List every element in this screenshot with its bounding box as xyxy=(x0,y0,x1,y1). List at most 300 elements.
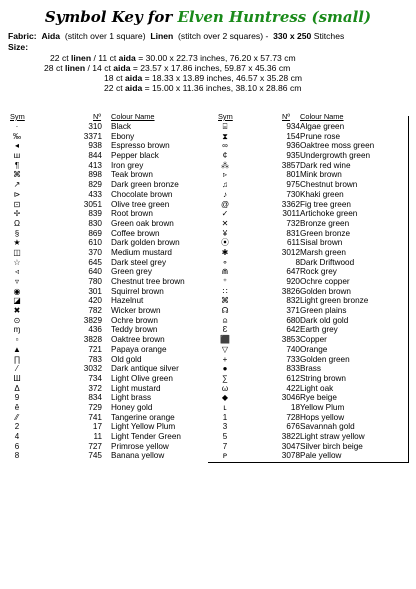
thread-number: 3853 xyxy=(281,335,300,345)
symbol-glyph: ʟ xyxy=(223,402,227,412)
list-item xyxy=(10,345,205,355)
list-item xyxy=(218,374,406,384)
symbol-glyph: ∷ xyxy=(222,286,228,296)
colour-name: Orange xyxy=(300,344,328,354)
symbol-glyph: ◪ xyxy=(13,296,21,306)
thread-number: 301 xyxy=(88,286,102,296)
symbol-glyph: 5 xyxy=(222,432,228,441)
thread-number: 310 xyxy=(88,122,102,131)
colour-name: Honey gold xyxy=(111,402,153,412)
thread-number: 3828 xyxy=(83,335,102,345)
symbol-glyph: ▲ xyxy=(13,344,21,354)
symbol-glyph: 7 xyxy=(222,441,228,451)
thread-number: 612 xyxy=(286,373,300,383)
thread-number: 732 xyxy=(286,218,300,228)
symbol-glyph: ⌘ xyxy=(221,296,229,306)
list-item xyxy=(10,355,205,365)
colour-name: Copper xyxy=(300,335,327,345)
symbol-glyph: ♪ xyxy=(223,189,227,199)
colour-name: Algae green xyxy=(300,122,345,131)
symbol-glyph: ◂ xyxy=(14,141,19,151)
thread-number: 676 xyxy=(286,422,300,432)
symbol-glyph: ᴩ xyxy=(222,451,228,461)
symbol-glyph: 3 xyxy=(222,422,228,432)
symbol-glyph: Ω xyxy=(14,218,20,228)
symbol-glyph: ✕ xyxy=(221,218,229,228)
symbol-glyph: 8 xyxy=(14,451,20,461)
list-item xyxy=(218,180,406,190)
symbol-glyph: ⚬ xyxy=(221,257,229,267)
colour-name: Yellow Plum xyxy=(300,402,345,412)
fabric-linen: Linen xyxy=(150,31,174,41)
fabric-line xyxy=(8,31,344,41)
colour-name: Chestnut tree brown xyxy=(111,277,185,286)
symbol-glyph: ∞ xyxy=(222,141,228,151)
thread-number: 3047 xyxy=(281,441,300,451)
symbol-glyph: ⦿ xyxy=(221,238,229,248)
size-fab1: linen xyxy=(65,63,86,73)
symbol-glyph: ⌘ xyxy=(13,170,21,180)
list-item xyxy=(10,219,205,229)
list-item xyxy=(10,287,205,297)
list-item xyxy=(218,432,406,442)
list-item xyxy=(218,384,406,394)
colour-name: Olive tree green xyxy=(111,199,170,209)
thread-number: 3051 xyxy=(83,199,102,209)
thread-number: 801 xyxy=(286,170,300,180)
list-item xyxy=(10,442,205,452)
symbol-glyph: ✖ xyxy=(13,306,21,316)
list-item xyxy=(10,451,205,461)
thread-number: 833 xyxy=(286,364,300,374)
list-item xyxy=(218,161,406,171)
colour-name: Silver birch beige xyxy=(300,441,363,451)
list-item xyxy=(218,316,406,326)
thread-number: 11 xyxy=(93,432,102,441)
list-item xyxy=(218,306,406,316)
left-sym-header: Sym xyxy=(10,112,25,121)
colour-name: Primrose yellow xyxy=(111,441,169,451)
colour-name: Green plains xyxy=(300,306,347,316)
symbol-glyph: ◉ xyxy=(13,286,21,296)
list-item xyxy=(218,190,406,200)
thread-number: 422 xyxy=(286,383,300,393)
size-post: = 18.33 x 13.89 inches, 46.57 x 35.28 cm xyxy=(142,73,303,83)
colour-name: Teddy brown xyxy=(111,325,158,335)
fabric-aida-note: (stitch over 1 square) xyxy=(64,31,146,41)
size-line xyxy=(50,53,296,63)
symbol-glyph: ω xyxy=(221,383,229,393)
size-pre: 22 ct xyxy=(50,53,72,63)
colour-name: Hops yellow xyxy=(300,412,345,422)
colour-name: Light mustard xyxy=(111,383,161,393)
list-item xyxy=(10,413,205,423)
list-item xyxy=(10,432,205,442)
list-item xyxy=(10,161,205,171)
list-item xyxy=(218,442,406,452)
thread-number: 733 xyxy=(286,354,300,364)
list-item xyxy=(218,258,406,268)
thread-number: 3032 xyxy=(83,364,102,374)
list-item xyxy=(10,190,205,200)
symbol-glyph: ● xyxy=(222,364,228,374)
colour-name: Green grey xyxy=(111,267,152,277)
right-symbol-table xyxy=(218,122,406,461)
symbol-glyph: ✱ xyxy=(221,247,229,257)
colour-name: Black xyxy=(111,122,132,131)
list-item xyxy=(10,374,205,384)
thread-number: 727 xyxy=(88,441,102,451)
list-item xyxy=(10,277,205,287)
thread-number: 3078 xyxy=(281,451,300,461)
thread-number: 829 xyxy=(88,180,102,190)
stitches-label: Stitches xyxy=(313,31,345,41)
symbol-glyph: § xyxy=(14,228,20,238)
colour-name: Ochre brown xyxy=(111,315,158,325)
list-item xyxy=(218,229,406,239)
list-item xyxy=(10,238,205,248)
symbol-glyph: Ш xyxy=(13,373,21,383)
list-item xyxy=(218,248,406,258)
title-prefix: Symbol Key for xyxy=(44,8,178,26)
symbol-glyph: ★ xyxy=(13,238,21,248)
thread-number: 935 xyxy=(286,151,300,161)
thread-number: 420 xyxy=(88,296,102,306)
thread-number: 3012 xyxy=(281,247,300,257)
symbol-glyph: ⬛ xyxy=(220,335,230,345)
size-fab2: aida xyxy=(125,83,143,93)
thread-number: 8 xyxy=(295,257,300,267)
colour-name: Pale yellow xyxy=(300,451,342,461)
left-num-header: Nº xyxy=(93,112,102,121)
symbol-glyph: ✢ xyxy=(13,209,21,219)
list-item xyxy=(10,422,205,432)
list-item xyxy=(218,238,406,248)
fabric-label: Fabric: xyxy=(8,31,37,41)
list-item xyxy=(218,141,406,151)
size-line xyxy=(44,63,290,73)
size-fab2: aida xyxy=(113,63,131,73)
colour-name: Golden green xyxy=(300,354,350,364)
list-item xyxy=(218,209,406,219)
thread-number: 938 xyxy=(88,141,102,151)
colour-name: Dark green bronze xyxy=(111,180,179,190)
symbol-glyph: ∑ xyxy=(222,373,228,383)
symbol-glyph: ⧗ xyxy=(222,131,228,141)
thread-number: 18 xyxy=(290,402,300,412)
symbol-glyph: ⊳ xyxy=(13,189,21,199)
list-item xyxy=(218,132,406,142)
thread-number: 831 xyxy=(286,228,300,238)
thread-number: 839 xyxy=(88,209,102,219)
page-title xyxy=(0,8,416,26)
thread-number: 642 xyxy=(286,325,300,335)
symbol-glyph: ⁄ xyxy=(16,364,18,374)
colour-name: Artichoke green xyxy=(300,209,358,219)
symbol-glyph: Δ xyxy=(14,383,20,393)
list-item xyxy=(10,141,205,151)
size-fab2: aida xyxy=(125,73,143,83)
colour-name: Mink brown xyxy=(300,170,342,180)
colour-name: Ochre copper xyxy=(300,277,350,286)
thread-number: 680 xyxy=(286,315,300,325)
colour-name: Papaya orange xyxy=(111,344,167,354)
symbol-glyph: ⁄⁄ xyxy=(15,412,19,422)
list-item xyxy=(10,306,205,316)
list-item xyxy=(218,170,406,180)
colour-name: Dark old gold xyxy=(300,315,349,325)
colour-name: Light straw yellow xyxy=(300,432,365,441)
thread-number: 783 xyxy=(88,354,102,364)
list-item xyxy=(218,413,406,423)
colour-name: Root brown xyxy=(111,209,153,219)
colour-name: Prune rose xyxy=(300,131,341,141)
colour-name: Savannah gold xyxy=(300,422,355,432)
thread-number: 741 xyxy=(88,412,102,422)
list-item xyxy=(10,403,205,413)
list-item xyxy=(218,422,406,432)
colour-name: Dark golden brown xyxy=(111,238,180,248)
thread-number: 745 xyxy=(88,451,102,461)
thread-number: 869 xyxy=(88,228,102,238)
colour-name: Green oak brown xyxy=(111,218,174,228)
thread-number: 975 xyxy=(286,180,300,190)
colour-name: Light Yellow Plum xyxy=(111,422,176,432)
thread-number: 3829 xyxy=(83,315,102,325)
colour-name: Oaktree brown xyxy=(111,335,165,345)
pattern-name: Elven Huntress (small) xyxy=(177,8,372,26)
thread-number: 780 xyxy=(88,277,102,286)
list-item xyxy=(10,170,205,180)
symbol-glyph: 1 xyxy=(222,412,228,422)
symbol-glyph: ☆ xyxy=(13,257,21,267)
list-item xyxy=(218,335,406,345)
list-item xyxy=(218,296,406,306)
colour-name: Marsh green xyxy=(300,247,346,257)
colour-name: Pepper black xyxy=(111,151,159,161)
colour-name: Wicker brown xyxy=(111,306,161,316)
size-pre: 22 ct xyxy=(104,83,126,93)
symbol-glyph: ▿ xyxy=(14,277,19,286)
thread-number: 372 xyxy=(88,383,102,393)
colour-name: Iron grey xyxy=(111,160,144,170)
symbol-glyph: + xyxy=(222,354,228,364)
right-num-header: Nº xyxy=(282,112,291,121)
thread-number: 3826 xyxy=(281,286,300,296)
symbol-glyph: ↗ xyxy=(13,180,21,190)
list-item xyxy=(218,364,406,374)
thread-number: 721 xyxy=(88,344,102,354)
symbol-glyph: ⋒ xyxy=(221,267,229,277)
symbol-glyph: ▫ xyxy=(15,335,19,345)
colour-name: Light Olive green xyxy=(111,373,173,383)
colour-name: Khaki green xyxy=(300,189,344,199)
thread-number: 640 xyxy=(88,267,102,277)
colour-name: Green bronze xyxy=(300,228,351,238)
size-line xyxy=(104,83,301,93)
colour-name: Oaktree moss green xyxy=(300,141,375,151)
colour-name: Chestnut brown xyxy=(300,180,358,190)
colour-name: String brown xyxy=(300,373,346,383)
list-item xyxy=(10,325,205,335)
size-label: Size: xyxy=(8,42,29,52)
thread-number: 740 xyxy=(286,344,300,354)
colour-name: Dark steel grey xyxy=(111,257,167,267)
thread-number: 734 xyxy=(88,373,102,383)
thread-number: 3822 xyxy=(281,432,300,441)
symbol-glyph: ◃ xyxy=(14,267,19,277)
colour-name: Undergrowth green xyxy=(300,151,371,161)
list-item xyxy=(10,364,205,374)
colour-name: Chocolate brown xyxy=(111,189,173,199)
list-item xyxy=(10,393,205,403)
list-item xyxy=(10,229,205,239)
symbol-glyph: · xyxy=(15,122,19,131)
thread-number: 834 xyxy=(88,393,102,403)
thread-number: 730 xyxy=(286,189,300,199)
list-item xyxy=(218,393,406,403)
colour-name: Earth grey xyxy=(300,325,338,335)
list-item xyxy=(218,355,406,365)
symbol-glyph: ⍝ xyxy=(222,315,228,325)
thread-number: 17 xyxy=(92,422,102,432)
symbol-glyph: ¢ xyxy=(222,151,228,161)
symbol-glyph: ▽ xyxy=(221,344,229,354)
colour-name: Bronze green xyxy=(300,218,350,228)
size-post: = 15.00 x 11.36 inches, 38.10 x 28.86 cm xyxy=(142,83,302,93)
symbol-glyph: Ɛ xyxy=(222,325,228,335)
list-item xyxy=(10,132,205,142)
thread-number: 898 xyxy=(88,170,102,180)
colour-name: Light Tender Green xyxy=(111,432,181,441)
symbol-glyph: ɱ xyxy=(13,325,21,335)
list-item xyxy=(10,296,205,306)
colour-name: Teak brown xyxy=(111,170,153,180)
size-fab2: aida xyxy=(118,53,136,63)
right-name-header: Colour Name xyxy=(300,112,344,121)
colour-name: Dark Driftwood xyxy=(300,257,355,267)
colour-name: Hazelnut xyxy=(111,296,144,306)
colour-name: Fig tree green xyxy=(300,199,351,209)
symbol-glyph: ‰ xyxy=(13,131,21,141)
symbol-glyph: @ xyxy=(220,199,230,209)
size-mid: / 14 ct xyxy=(85,63,114,73)
left-name-header: Colour Name xyxy=(111,112,155,121)
colour-name: Tangerine orange xyxy=(111,412,175,422)
symbol-glyph: 4 xyxy=(14,432,20,441)
symbol-glyph: 2 xyxy=(14,422,20,432)
thread-number: 844 xyxy=(88,151,102,161)
size-line xyxy=(104,73,302,83)
colour-name: Light green bronze xyxy=(300,296,369,306)
list-item xyxy=(218,403,406,413)
thread-number: 433 xyxy=(88,189,102,199)
list-item xyxy=(218,277,406,287)
list-item xyxy=(10,267,205,277)
size-post: = 23.57 x 17.86 inches, 59.87 x 45.36 cm xyxy=(130,63,291,73)
list-item xyxy=(218,325,406,335)
colour-name: Dark red wine xyxy=(300,160,351,170)
colour-name: Light brass xyxy=(111,393,152,403)
symbol-glyph: ▹ xyxy=(222,170,227,180)
symbol-glyph: ⁂ xyxy=(221,160,229,170)
symbol-glyph: ш xyxy=(13,151,21,161)
symbol-glyph: ◫ xyxy=(13,247,21,257)
list-item xyxy=(10,258,205,268)
size-pre: 28 ct xyxy=(44,63,66,73)
symbol-glyph: ¥ xyxy=(222,228,228,238)
symbol-glyph: ⊙ xyxy=(13,315,21,325)
colour-name: Old gold xyxy=(111,354,142,364)
colour-name: Banana yellow xyxy=(111,451,165,461)
size-mid: / 11 ct xyxy=(91,53,119,63)
symbol-glyph: 6 xyxy=(14,441,20,451)
size-label-wrap xyxy=(8,42,28,52)
fabric-linen-note: (stitch over 2 squares) - xyxy=(178,31,269,41)
symbol-glyph: ◆ xyxy=(221,393,229,403)
symbol-glyph: ∏ xyxy=(13,354,21,364)
colour-name: Rock grey xyxy=(300,267,337,277)
colour-name: Squirrel brown xyxy=(111,286,164,296)
thread-number: 3371 xyxy=(83,131,102,141)
list-item xyxy=(10,316,205,326)
symbol-glyph: ⌸ xyxy=(222,122,228,131)
thread-number: 3857 xyxy=(281,160,300,170)
colour-name: Coffee brown xyxy=(111,228,160,238)
symbol-glyph: ☊ xyxy=(221,306,229,316)
symbol-glyph: ê xyxy=(14,402,20,412)
symbol-glyph: ⊡ xyxy=(13,199,21,209)
thread-number: 647 xyxy=(286,267,300,277)
colour-name: Espresso brown xyxy=(111,141,170,151)
thread-number: 645 xyxy=(88,257,102,267)
thread-number: 436 xyxy=(88,325,102,335)
thread-number: 832 xyxy=(286,296,300,306)
list-item xyxy=(10,248,205,258)
thread-number: 729 xyxy=(88,402,102,412)
fabric-aida: Aida xyxy=(41,31,61,41)
thread-number: 3046 xyxy=(281,393,300,403)
list-item xyxy=(10,180,205,190)
symbol-glyph: ⁺ xyxy=(222,277,228,286)
thread-number: 413 xyxy=(88,160,102,170)
right-sym-header: Sym xyxy=(218,112,233,121)
colour-name: Sisal brown xyxy=(300,238,343,248)
list-item xyxy=(218,151,406,161)
list-item xyxy=(218,451,406,461)
thread-number: 936 xyxy=(286,141,300,151)
thread-number: 728 xyxy=(286,412,300,422)
size-post: = 30.00 x 22.73 inches, 76.20 x 57.73 cm xyxy=(135,53,296,63)
thread-number: 830 xyxy=(88,218,102,228)
thread-number: 782 xyxy=(88,306,102,316)
list-item xyxy=(10,335,205,345)
colour-name: Rye beige xyxy=(300,393,337,403)
colour-name: Golden brown xyxy=(300,286,351,296)
colour-name: Medium mustard xyxy=(111,247,172,257)
colour-name: Light oak xyxy=(300,383,334,393)
size-pre: 18 ct xyxy=(104,73,126,83)
symbol-glyph: ✓ xyxy=(221,209,229,219)
list-item xyxy=(218,287,406,297)
list-item xyxy=(10,200,205,210)
thread-number: 3362 xyxy=(281,199,300,209)
colour-name: Dark antique silver xyxy=(111,364,179,374)
symbol-glyph: ¶ xyxy=(14,160,20,170)
thread-number: 611 xyxy=(286,238,300,248)
colour-name: Brass xyxy=(300,364,321,374)
list-item xyxy=(218,200,406,210)
